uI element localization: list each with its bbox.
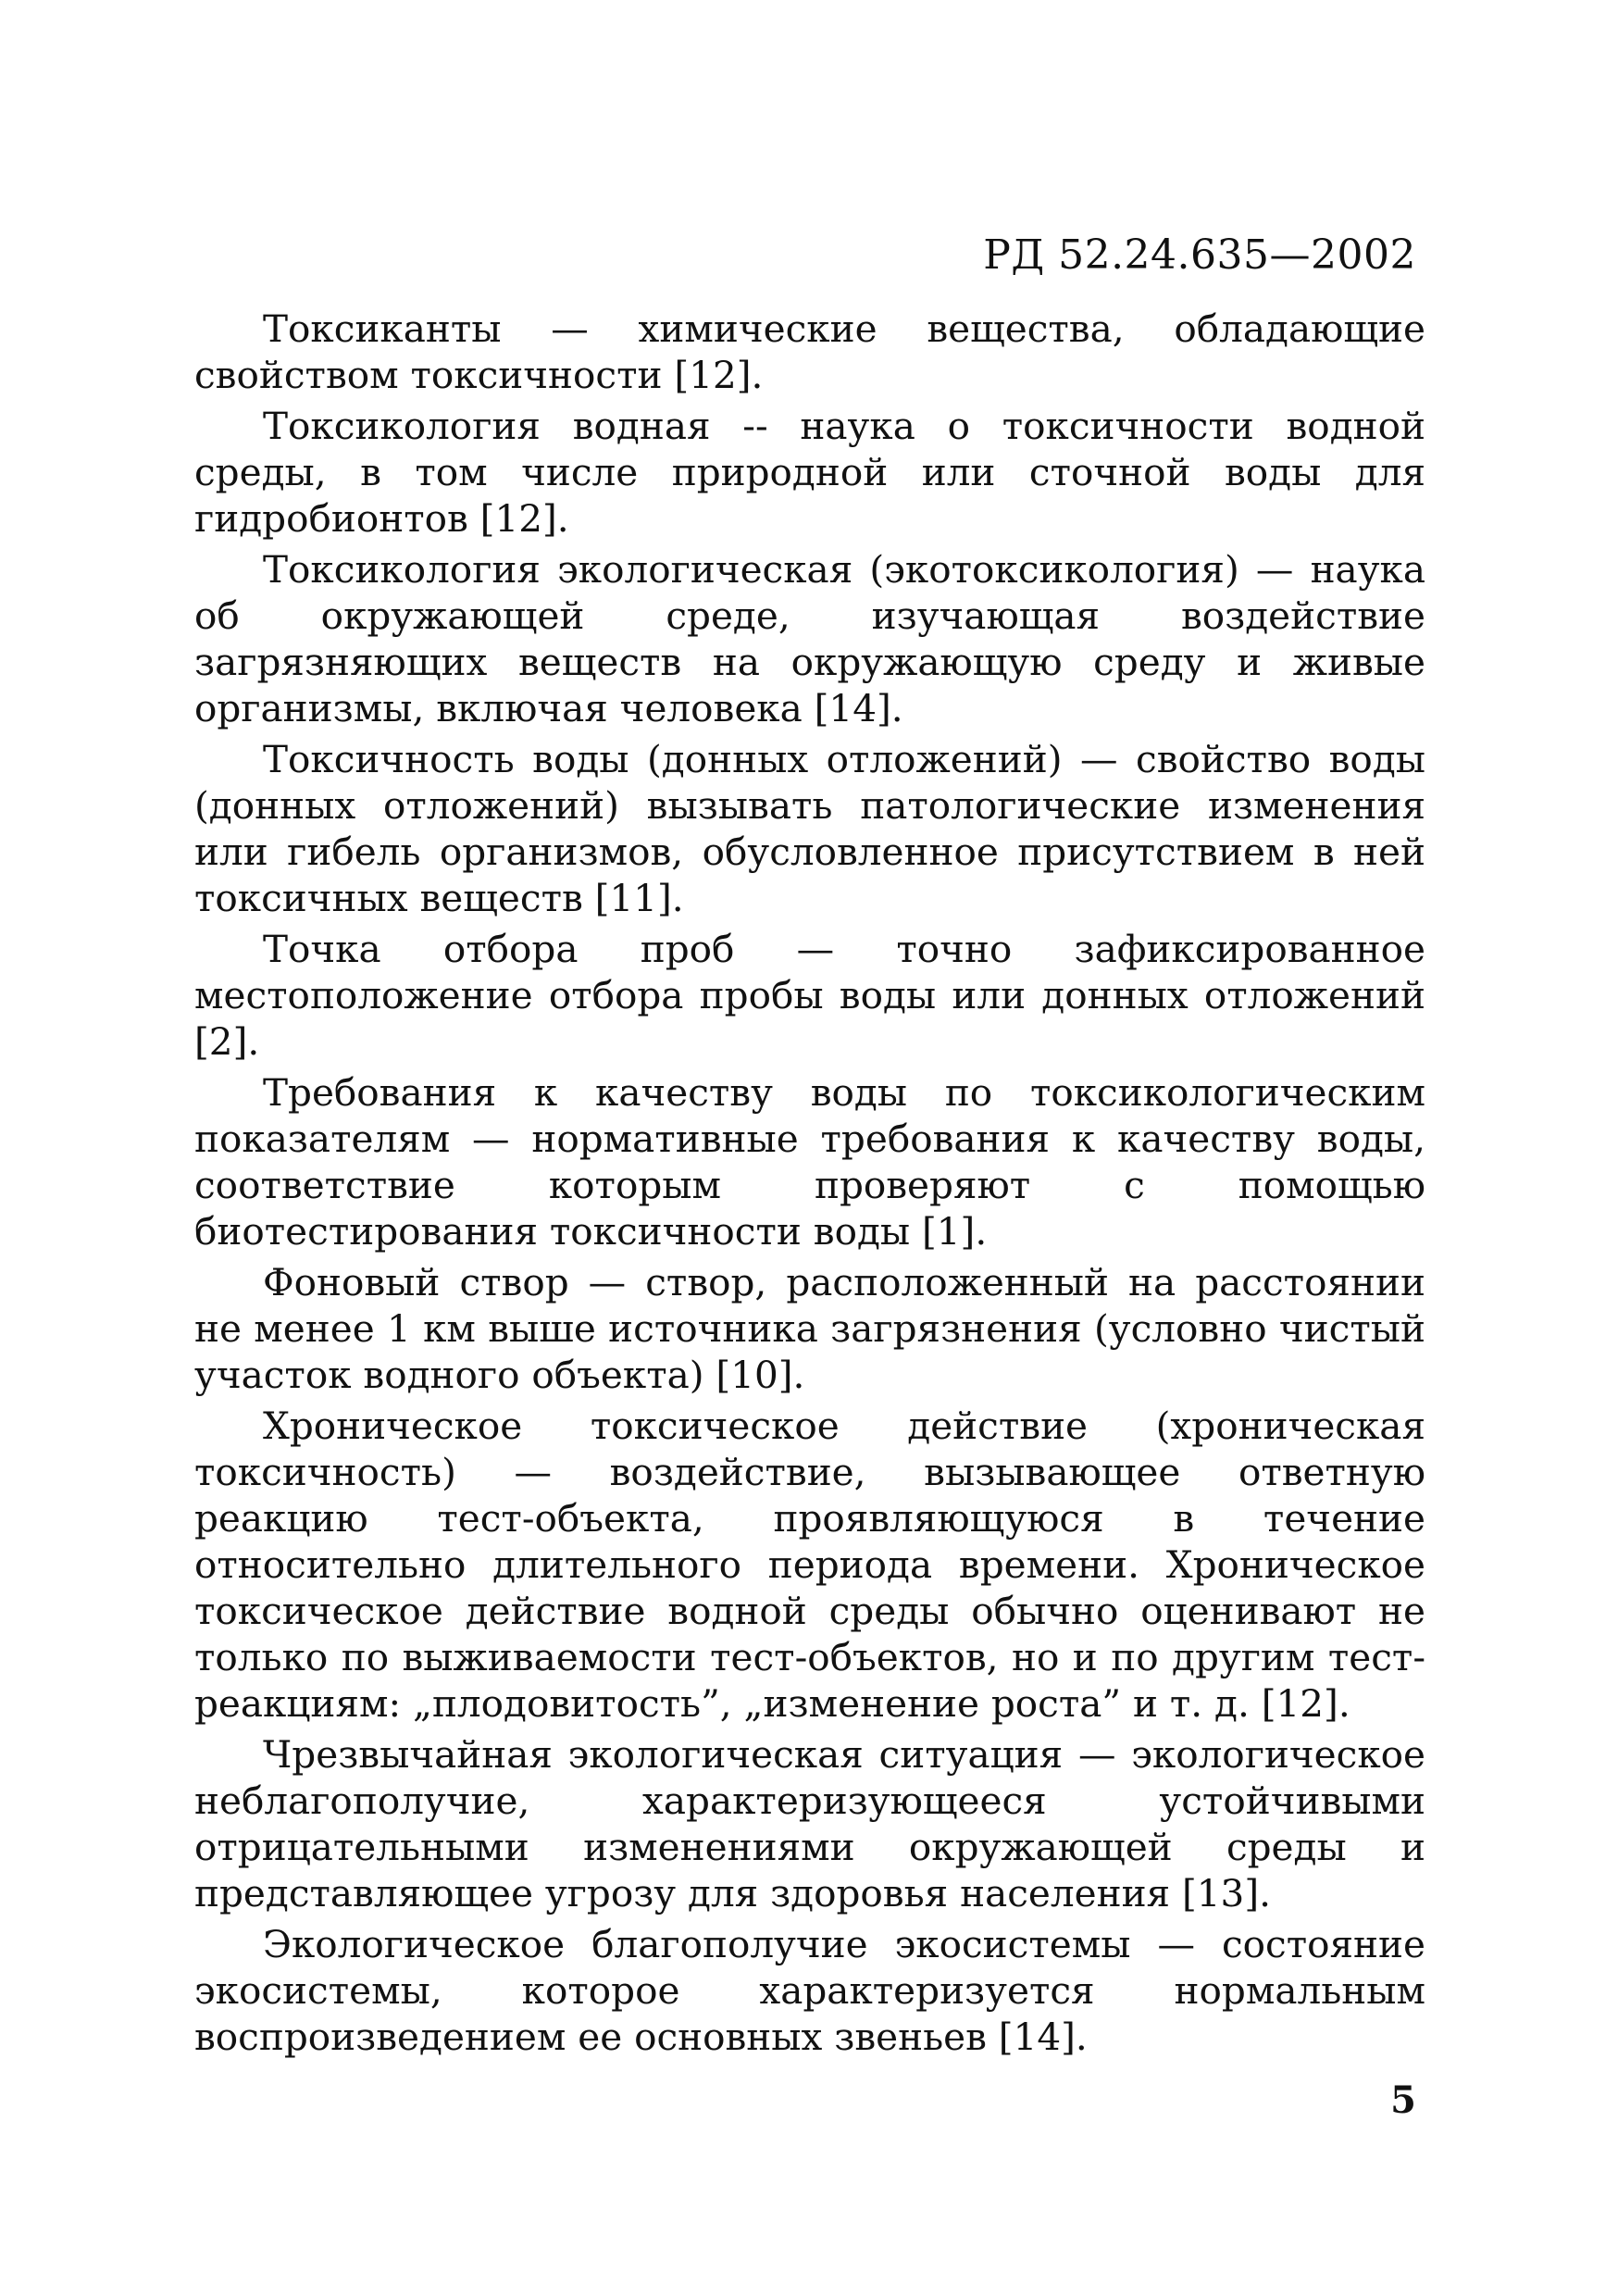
paragraph-ecological-wellbeing: Экологическое благополучие экосистемы — состояние экосистемы, которое характеризуется нормальным воспроизведением ее основных звеньев [14]. [194,1922,1425,2059]
paragraph-background-section: Фоновый створ — створ, расположенный на расстоянии не менее 1 км выше источника загрязнения (условно чистый участок водного объекта) [10]. [194,1260,1425,1397]
paragraph-emergency-ecological-situation: Чрезвычайная экологическая ситуация — экологическое неблагополучие, характеризующееся устойчивыми отрицательными изменениями окружающей среды и представляющее угрозу для здоровья населения [13]. [194,1732,1425,1915]
paragraph-water-toxicity: Токсичность воды (донных отложений) — свойство воды (донных отложений) вызывать патологические изменения или гибель организмов, обусловленное присутствием в ней токсичных веществ [11]. [194,737,1425,920]
page-number: 5 [1390,2078,1416,2122]
paragraph-sampling-point: Точка отбора проб — точно зафиксированное местоположение отбора пробы воды или донных отложений [2]. [194,927,1425,1064]
paragraph-toxicants: Токсиканты — химические вещества, обладающие свойством токсичности [12]. [194,306,1425,397]
paragraph-chronic-toxic-action: Хроническое токсическое действие (хроническая токсичность) — воздействие, вызывающее ответную реакцию тест-объекта, проявляющуюся в течение относительно длительного периода времени. Хроническое токсическое действие водной среды обычно оценивают не только по выживаемости тест-объектов, но и по другим тест-реакциям: „плодовитость”, „изменение роста” и т. д. [12]. [194,1404,1425,1726]
body-text [194,306,1425,2065]
document-code: РД 52.24.635—2002 [983,231,1416,279]
paragraph-aquatic-toxicology: Токсикология водная -- наука о токсичности водной среды, в том числе природной или сточной воды для гидробионтов [12]. [194,404,1425,541]
paragraph-ecological-toxicology: Токсикология экологическая (экотоксикология) — наука об окружающей среде, изучающая воздействие загрязняющих веществ на окружающую среду и живые организмы, включая человека [14]. [194,547,1425,730]
paragraph-water-quality-requirements: Требования к качеству воды по токсикологическим показателям — нормативные требования к качеству воды, соответствие которым проверяют с помощью биотестирования токсичности воды [1]. [194,1070,1425,1254]
